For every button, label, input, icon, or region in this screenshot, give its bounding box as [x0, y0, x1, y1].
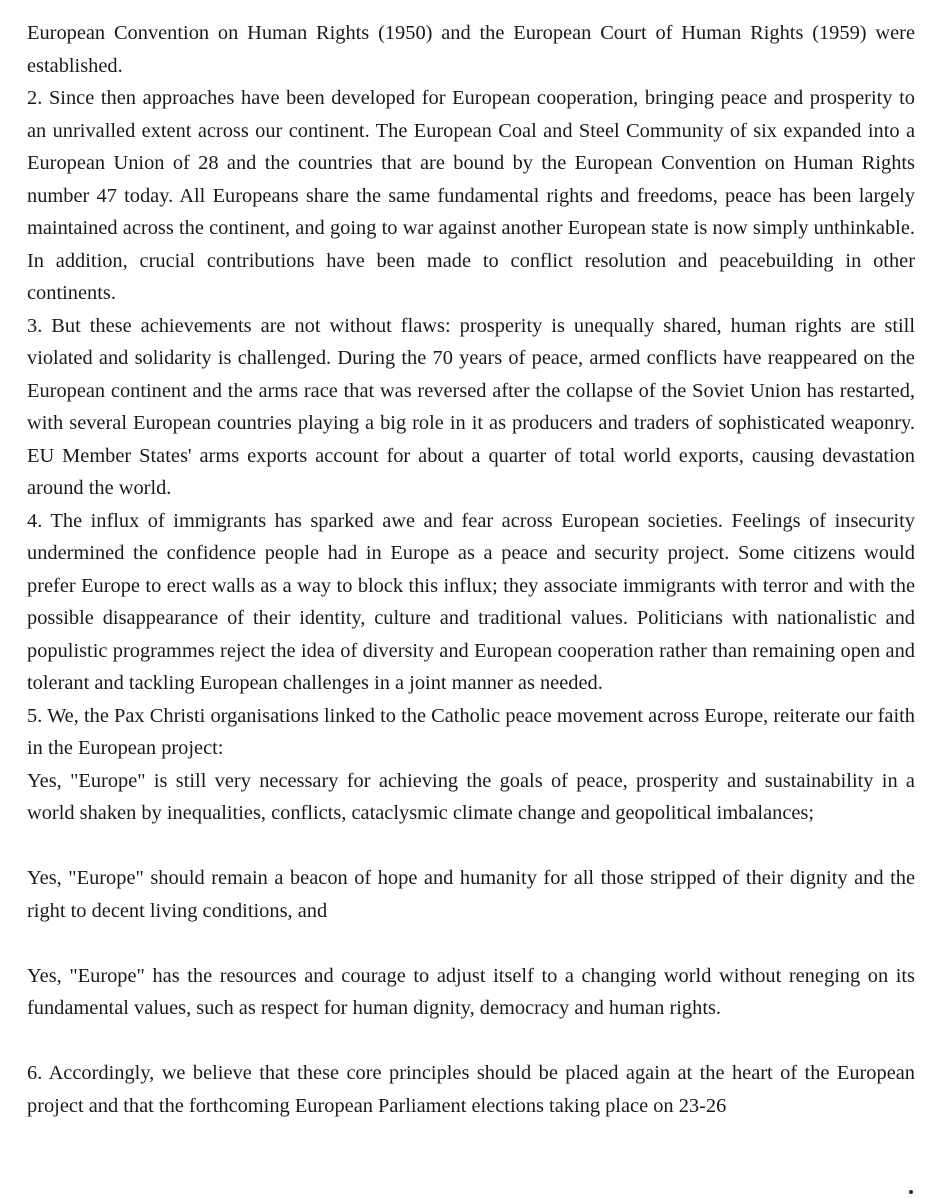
paragraph-3: 3. But these achievements are not without flaws: prosperity is unequally shared, human rights are still violated and solidarity is challenged. During the 70 years of peace, armed conflicts have reappeared on the European continent and the arms race that was reversed after the collapse of the Soviet Union has restarted, with several European countries playing a big role in it as producers and traders of sophisticated weaponry. EU Member States' arms exports account for about a quarter of total world exports, causing devastation around the world. — [27, 314, 915, 499]
paragraph-4: 4. The influx of immigrants has sparked awe and fear across European societies. Feelings of insecurity undermined the confidence people had in Europe as a peace and security project. Some citizens would prefer Europe to erect walls as a way to block this influx; they associate immigrants with terror and with the possible disappearance of their identity, culture and traditional values. Politicians with nationalistic and populistic programmes reject the idea of diversity and European cooperation rather than remaining open and tolerant and tackling European challenges in a joint manner as needed. — [27, 509, 915, 694]
yes-statement-1: Yes, "Europe" is still very necessary for achieving the goals of peace, prosperity and sustainability in a world shaken by inequalities, conflicts, cataclysmic climate change and geopolitical imbalances; — [27, 769, 915, 824]
paragraph-5: 5. We, the Pax Christi organisations linked to the Catholic peace movement across Europe, reiterate our faith in the European project: — [27, 704, 915, 759]
yes-statement-2: Yes, "Europe" should remain a beacon of hope and humanity for all those stripped of their dignity and the right to decent living conditions, and — [27, 867, 915, 922]
document-body — [27, 17, 915, 1122]
yes-statement-3: Yes, "Europe" has the resources and courage to adjust itself to a changing world without reneging on its fundamental values, such as respect for human dignity, democracy and human rights. — [27, 964, 915, 1019]
cut-off-text-mark — [909, 1190, 913, 1194]
paragraph-2: 2. Since then approaches have been developed for European cooperation, bringing peace and prosperity to an unrivalled extent across our continent. The European Coal and Steel Community of six expanded into a European Union of 28 and the countries that are bound by the European Convention on Human Rights number 47 today. All Europeans share the same fundamental rights and freedoms, peace has been largely maintained across the continent, and going to war against another European state is now simply unthinkable. In addition, crucial contributions have been made to conflict resolution and peacebuilding in other continents. — [27, 87, 915, 304]
paragraph-1-continuation: European Convention on Human Rights (1950) and the European Court of Human Rights (1959) were established. — [27, 22, 915, 77]
paragraph-6: 6. Accordingly, we believe that these core principles should be placed again at the heart of the European project and that the forthcoming European Parliament elections taking place on 23-26 — [27, 1062, 915, 1117]
